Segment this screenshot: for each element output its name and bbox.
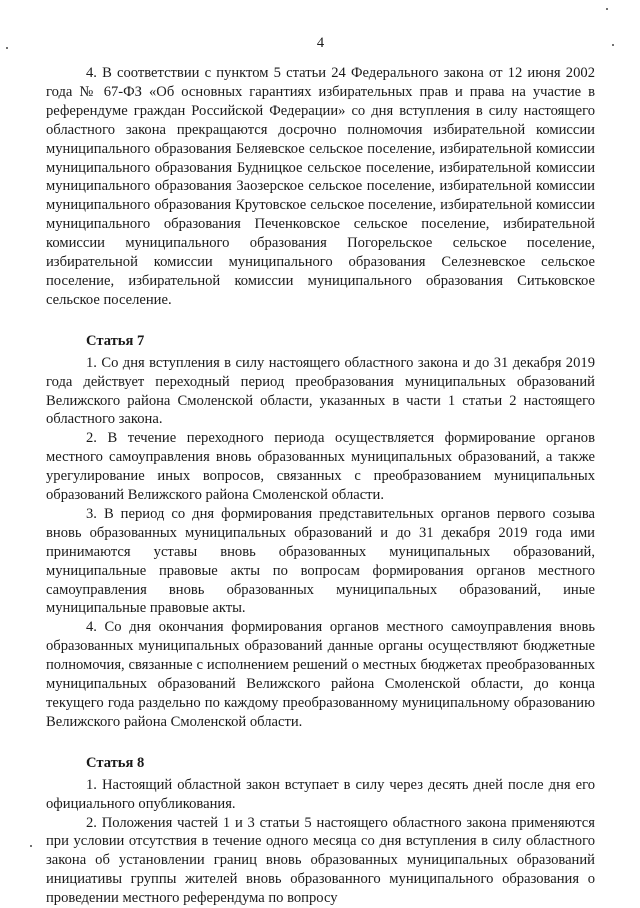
article-7-heading: Статья 7 (86, 332, 145, 349)
paragraph-art7-part1: 1. Со дня вступления в силу настоящего областного закона и до 31 декабря 2019 года действует переходный период преобразования муниципальных образований Велижского района Смоленской области, указанных в части 1 статьи 2 настоящего областного закона. (46, 354, 595, 428)
paragraph-art7-part3: 3. В период со дня формирования представительных органов первого созыва вновь образованных муниципальных образований и до 31 декабря 2019 года ими принимаются уставы вновь образованных муниципальных образований, муниципальные правовые акты по вопросам формирования органов местного самоуправления вновь образованных муниципальных образований, иные муниципальные правовые акты. (46, 505, 595, 617)
scan-speck (612, 44, 614, 46)
page-number: 4 (316, 35, 325, 51)
article-8-heading: Статья 8 (86, 754, 145, 771)
paragraph-art8-part1: 1. Настоящий областной закон вступает в силу через десять дней после дня его официального опубликования. (46, 776, 595, 812)
paragraph-art7-part4: 4. Со дня окончания формирования органов местного самоуправления вновь образованных муниципальных образований данные органы осуществляют бюджетные полномочия, связанные с исполнением решений о местных бюджетах преобразованных муниципальных образований Велижского района Смоленской области, до конца текущего года раздельно по каждому преобразованному муниципальному образованию Велижского района Смоленской области. (46, 619, 595, 730)
scan-speck (606, 8, 608, 10)
paragraph-art8-part2: 2. Положения частей 1 и 3 статьи 5 настоящего областного закона применяются при условии отсутствия в течение одного месяца со дня вступления в силу областного закона об установлении границ вновь образованных муниципальных образований инициативы группы жителей вновь образованного муниципального образования о проведении местного референдума по вопросу (46, 814, 595, 907)
paragraph-art6-part4: 4. В соответствии с пунктом 5 статьи 24 Федерального закона от 12 июня 2002 года № 67-ФЗ «Об основных гарантиях избирательных прав и права на участие в референдуме граждан Российской Федерации» со дня вступления в силу настоящего областного закона прекращаются досрочно полномочия избирательной комиссии муниципального образования Беляевское сельское поселение, избирательной комиссии муниципального образования Будницкое сельское поселение, избирательной комиссии муниципального образования Заозерское сельское поселение, избирательной комиссии муниципального образования Крутовское сельское поселение, избирательной комиссии муниципального образования Печенковское сельское поселение, избирательной комиссии муниципального образования Погорельское сельское поселение, избирательной комиссии муниципального образования Селезневское сельское поселение, избирательной комиссии муниципального образования Ситьковское сельское поселение. (46, 65, 595, 308)
scan-speck (6, 47, 8, 49)
scan-speck (30, 845, 32, 847)
paragraph-art7-part2: 2. В течение переходного периода осуществляется формирование органов местного самоуправления вновь образованных муниципальных образований, а также урегулирование иных вопросов, связанных с преобразованием муниципальных образований Велижского района Смоленской области. (46, 430, 595, 504)
